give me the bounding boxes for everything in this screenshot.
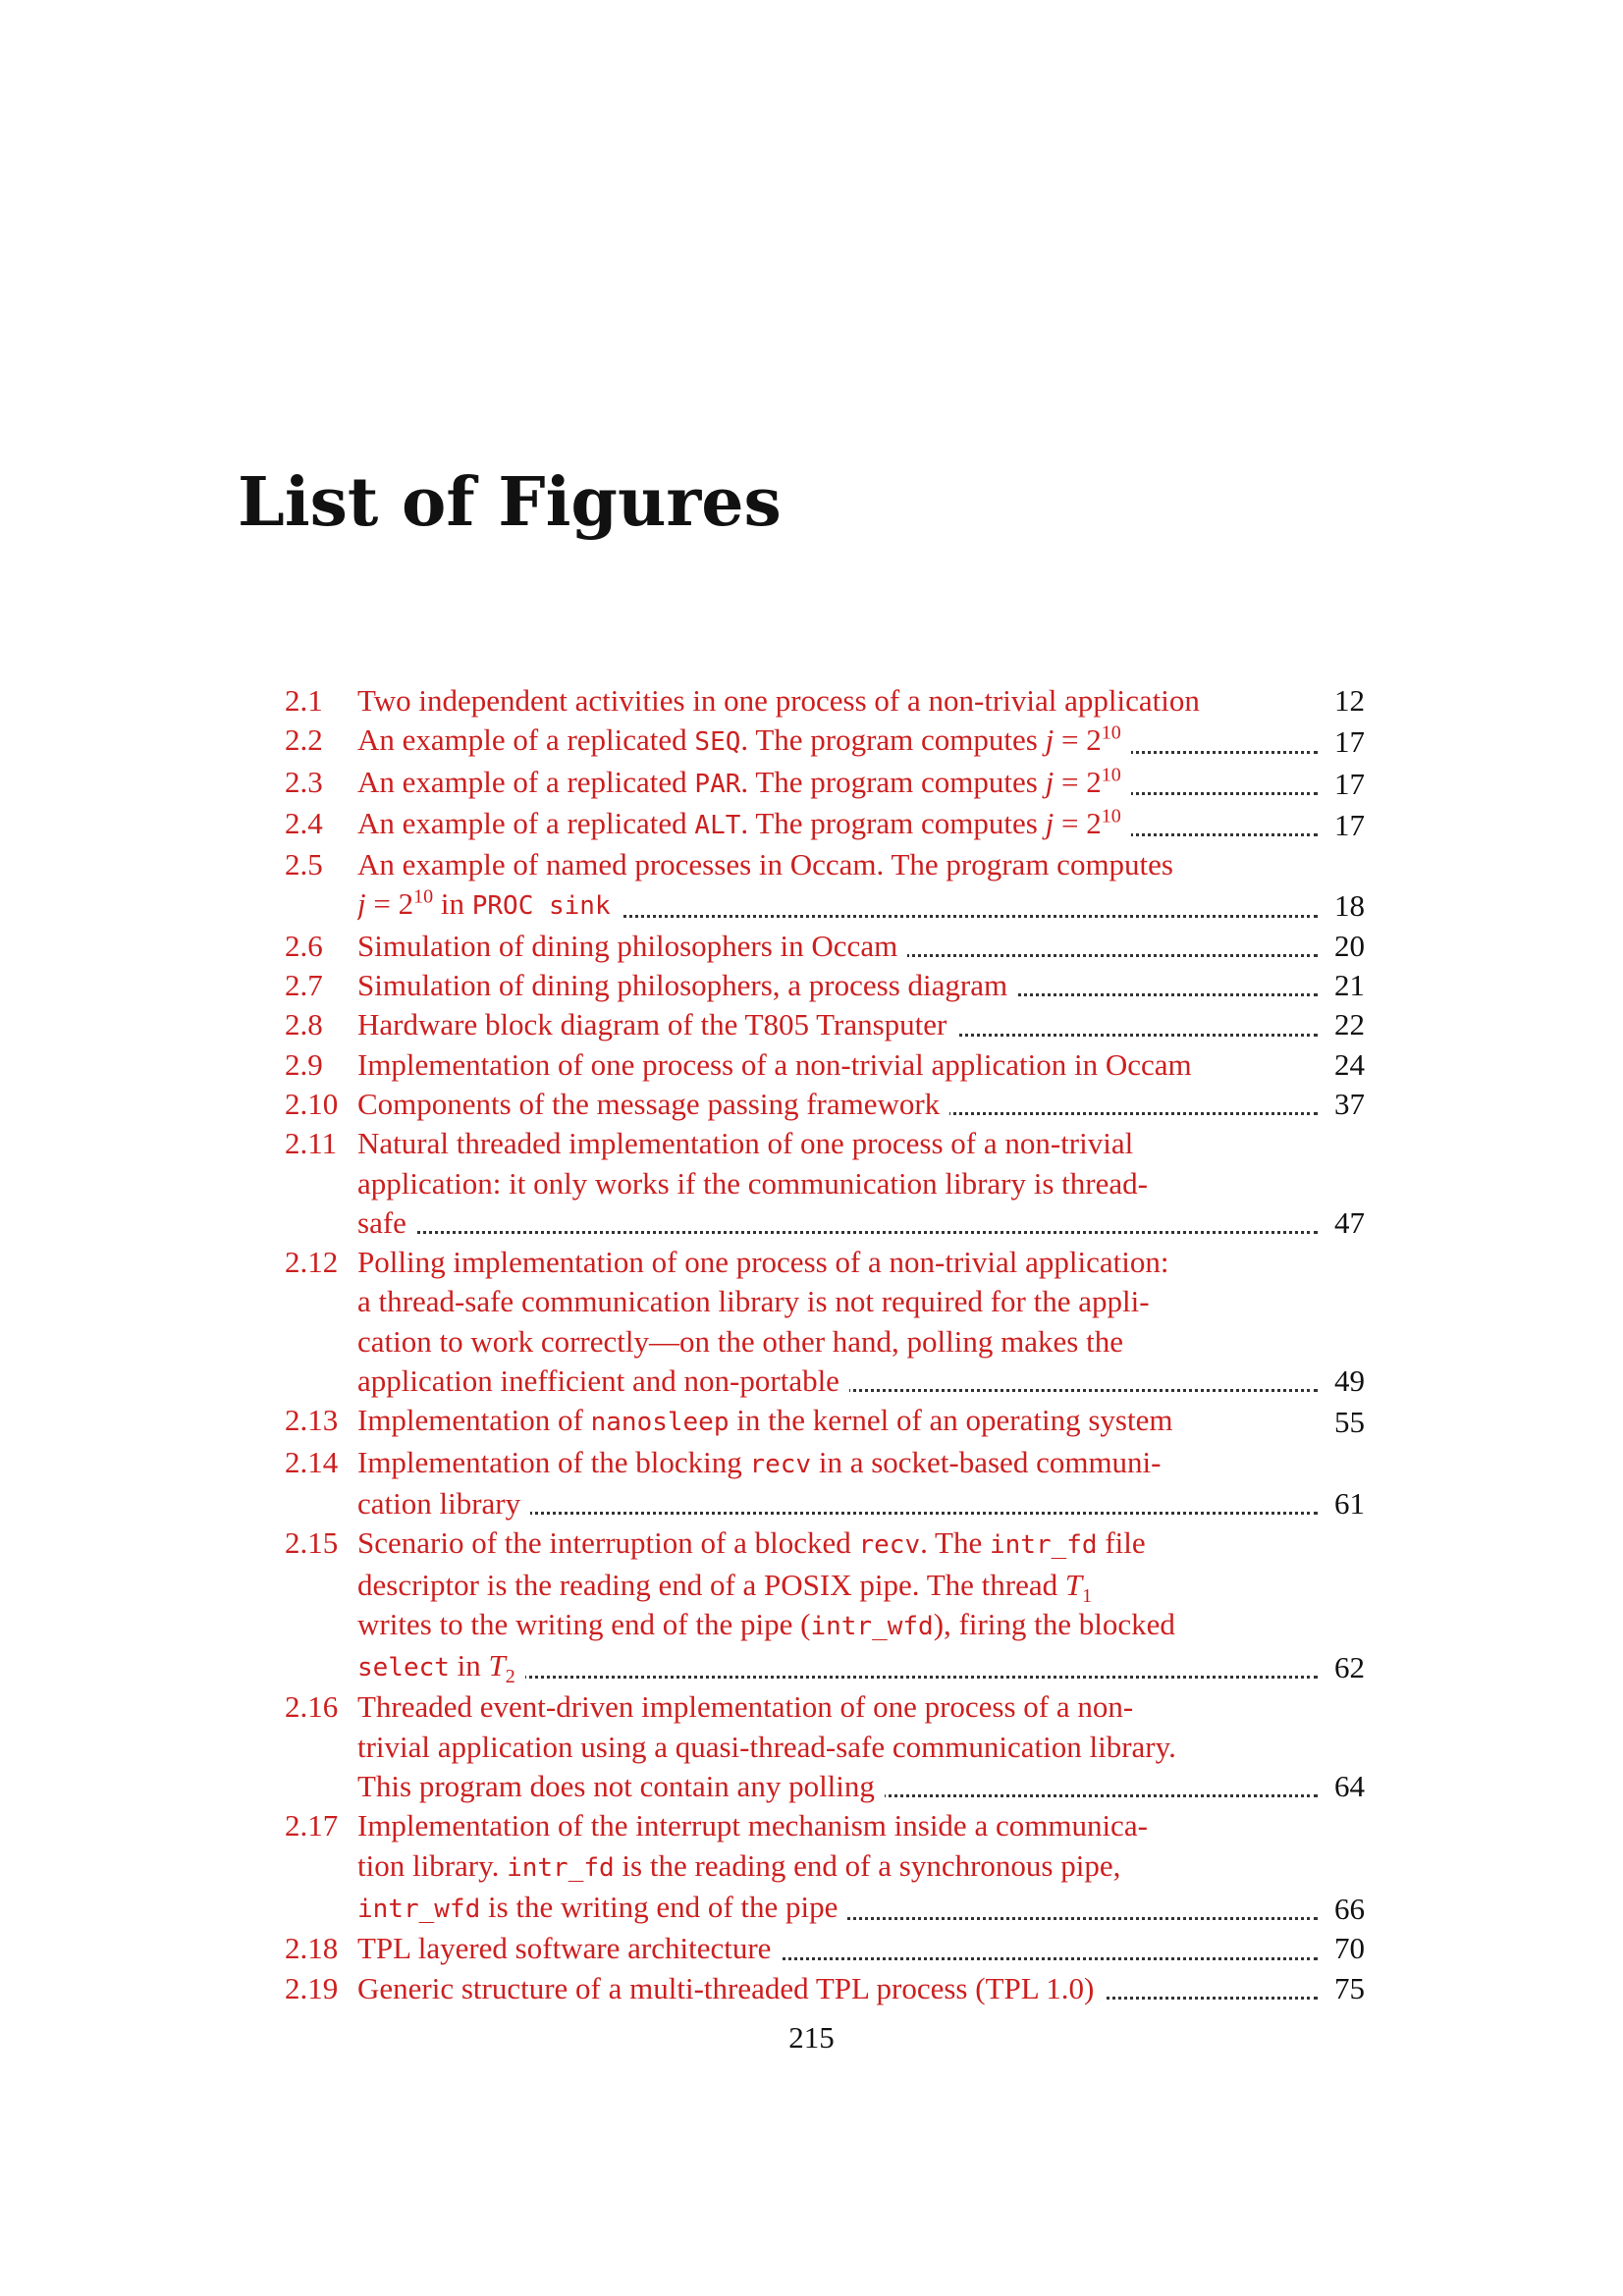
figure-page-ref: 64 xyxy=(1334,1769,1365,1804)
figure-entry[interactable] xyxy=(285,763,1365,804)
caption-line: An example of a replicated SEQ. The program computes $j = 2^{10}$ xyxy=(357,721,1318,762)
caption-line: writes to the writing end of the pipe (intr_wfd), firing the blocked xyxy=(357,1605,1318,1646)
figure-entry[interactable] xyxy=(285,927,1365,966)
figure-number: 2.15 xyxy=(285,1525,339,1561)
caption-line: trivial application using a quasi-thread-safe communication library. xyxy=(357,1728,1318,1767)
caption-line: Components of the message passing framework xyxy=(357,1085,1318,1124)
figure-caption xyxy=(357,721,1318,762)
caption-line: Scenario of the interruption of a blocked recv. The intr_fd file xyxy=(357,1523,1318,1565)
figure-caption xyxy=(357,966,1318,1005)
figure-page-ref: 12 xyxy=(1334,683,1365,718)
caption-line: Threaded event-driven implementation of one process of a non- xyxy=(357,1687,1318,1727)
caption-line: intr_wfd is the writing end of the pipe xyxy=(357,1888,1318,1929)
figure-entry[interactable] xyxy=(285,1085,1365,1124)
figure-caption xyxy=(357,1005,1318,1044)
figure-caption xyxy=(357,1969,1318,2008)
caption-line: An example of a replicated ALT. The program computes $j = 2^{10}$ xyxy=(357,804,1318,845)
figure-entry[interactable] xyxy=(285,1687,1365,1806)
figure-entry[interactable] xyxy=(285,1806,1365,1929)
caption-line: cation to work correctly—on the other hand, polling makes the xyxy=(357,1322,1318,1362)
figure-page-ref: 61 xyxy=(1334,1485,1365,1521)
caption-line: An example of named processes in Occam. The program computes xyxy=(357,845,1318,884)
figure-page-ref: 18 xyxy=(1334,888,1365,924)
figure-number: 2.8 xyxy=(285,1007,323,1042)
caption-line: This program does not contain any polling xyxy=(357,1767,1318,1806)
figure-caption xyxy=(357,1243,1318,1401)
figure-caption xyxy=(357,927,1318,966)
dot-leader xyxy=(357,1231,1318,1234)
figure-page-ref: 66 xyxy=(1334,1891,1365,1926)
figure-caption xyxy=(357,763,1318,804)
figure-entry[interactable] xyxy=(285,1929,1365,1968)
caption-line: application inefficient and non-portable xyxy=(357,1362,1318,1401)
page-title: List of Figures xyxy=(238,463,782,542)
figure-page-ref: 37 xyxy=(1334,1086,1365,1121)
figure-entry[interactable] xyxy=(285,1401,1365,1442)
caption-line: cation library xyxy=(357,1484,1318,1523)
figure-entry[interactable] xyxy=(285,721,1365,762)
figure-caption xyxy=(357,1929,1318,1968)
figure-entry[interactable] xyxy=(285,1045,1365,1085)
figure-number: 2.9 xyxy=(285,1046,323,1082)
caption-line: Implementation of nanosleep in the kernel of an operating system xyxy=(357,1401,1318,1442)
caption-line: descriptor is the reading end of a POSIX pipe. The thread $T_1$ xyxy=(357,1566,1318,1605)
figure-entry[interactable] xyxy=(285,804,1365,845)
figure-number: 2.18 xyxy=(285,1931,339,1966)
figure-entry[interactable] xyxy=(285,1124,1365,1243)
figure-number: 2.17 xyxy=(285,1808,339,1843)
figure-page-ref: 75 xyxy=(1334,1970,1365,2005)
figure-caption xyxy=(357,1124,1318,1243)
figure-number: 2.7 xyxy=(285,968,323,1003)
figure-entry[interactable] xyxy=(285,681,1365,721)
figure-caption xyxy=(357,804,1318,845)
figure-caption xyxy=(357,1687,1318,1806)
caption-line: Polling implementation of one process of a non-trivial application: xyxy=(357,1243,1318,1282)
figure-number: 2.11 xyxy=(285,1126,338,1161)
figure-number: 2.3 xyxy=(285,764,323,799)
figure-caption xyxy=(357,681,1318,721)
caption-line: An example of a replicated PAR. The program computes $j = 2^{10}$ xyxy=(357,763,1318,804)
caption-line: TPL layered software architecture xyxy=(357,1929,1318,1968)
figure-page-ref: 22 xyxy=(1334,1007,1365,1042)
caption-line: Simulation of dining philosophers in Occam xyxy=(357,927,1318,966)
figure-entry[interactable] xyxy=(285,966,1365,1005)
caption-line: Implementation of the blocking recv in a socket-based communi- xyxy=(357,1443,1318,1484)
figure-entry[interactable] xyxy=(285,1243,1365,1401)
figure-caption xyxy=(357,1523,1318,1687)
caption-line: Two independent activities in one process of a non-trivial application xyxy=(357,681,1318,721)
figure-entry[interactable] xyxy=(285,1443,1365,1524)
caption-line: safe xyxy=(357,1203,1318,1243)
figure-caption xyxy=(357,1045,1318,1085)
caption-line: Natural threaded implementation of one process of a non-trivial xyxy=(357,1124,1318,1163)
figure-page-ref: 47 xyxy=(1334,1204,1365,1240)
figure-caption xyxy=(357,1806,1318,1929)
figure-page-ref: 62 xyxy=(1334,1650,1365,1685)
figure-caption xyxy=(357,845,1318,927)
caption-line: a thread-safe communication library is not required for the appli- xyxy=(357,1282,1318,1321)
figure-number: 2.13 xyxy=(285,1403,339,1438)
figure-page-ref: 17 xyxy=(1334,807,1365,842)
figure-entry[interactable] xyxy=(285,845,1365,927)
caption-line: tion library. intr_fd is the reading end of a synchronous pipe, xyxy=(357,1846,1318,1888)
figure-page-ref: 49 xyxy=(1334,1363,1365,1399)
figure-entry[interactable] xyxy=(285,1523,1365,1687)
figure-caption xyxy=(357,1443,1318,1524)
figure-number: 2.19 xyxy=(285,1970,339,2005)
caption-line: Implementation of the interrupt mechanism inside a communica- xyxy=(357,1806,1318,1845)
figure-caption xyxy=(357,1085,1318,1124)
figure-number: 2.1 xyxy=(285,683,323,718)
figure-entry[interactable] xyxy=(285,1969,1365,2008)
figure-entry[interactable] xyxy=(285,1005,1365,1044)
caption-line: select in $T_2$ xyxy=(357,1646,1318,1687)
caption-line: Hardware block diagram of the T805 Transputer xyxy=(357,1005,1318,1044)
figure-page-ref: 21 xyxy=(1334,968,1365,1003)
caption-line: Generic structure of a multi-threaded TPL process (TPL 1.0) xyxy=(357,1969,1318,2008)
figure-number: 2.16 xyxy=(285,1689,339,1725)
figure-number: 2.6 xyxy=(285,928,323,963)
caption-line: application: it only works if the communication library is thread- xyxy=(357,1164,1318,1203)
figure-number: 2.5 xyxy=(285,847,323,882)
figure-number: 2.4 xyxy=(285,805,323,840)
caption-line: Implementation of one process of a non-trivial application in Occam xyxy=(357,1045,1318,1085)
figure-list xyxy=(285,681,1365,2008)
figure-page-ref: 55 xyxy=(1334,1405,1365,1440)
figure-number: 2.14 xyxy=(285,1444,339,1479)
figure-number: 2.10 xyxy=(285,1086,339,1121)
page-number: 215 xyxy=(788,2020,835,2055)
figure-number: 2.12 xyxy=(285,1245,339,1280)
caption-line: Simulation of dining philosophers, a process diagram xyxy=(357,966,1318,1005)
figure-caption xyxy=(357,1401,1318,1442)
caption-line: $j = 2^{10}$ in PROC sink xyxy=(357,884,1318,926)
figure-page-ref: 24 xyxy=(1334,1046,1365,1082)
figure-page-ref: 70 xyxy=(1334,1931,1365,1966)
figure-page-ref: 20 xyxy=(1334,928,1365,963)
figure-page-ref: 17 xyxy=(1334,766,1365,801)
figure-number: 2.2 xyxy=(285,722,323,758)
figure-page-ref: 17 xyxy=(1334,724,1365,760)
